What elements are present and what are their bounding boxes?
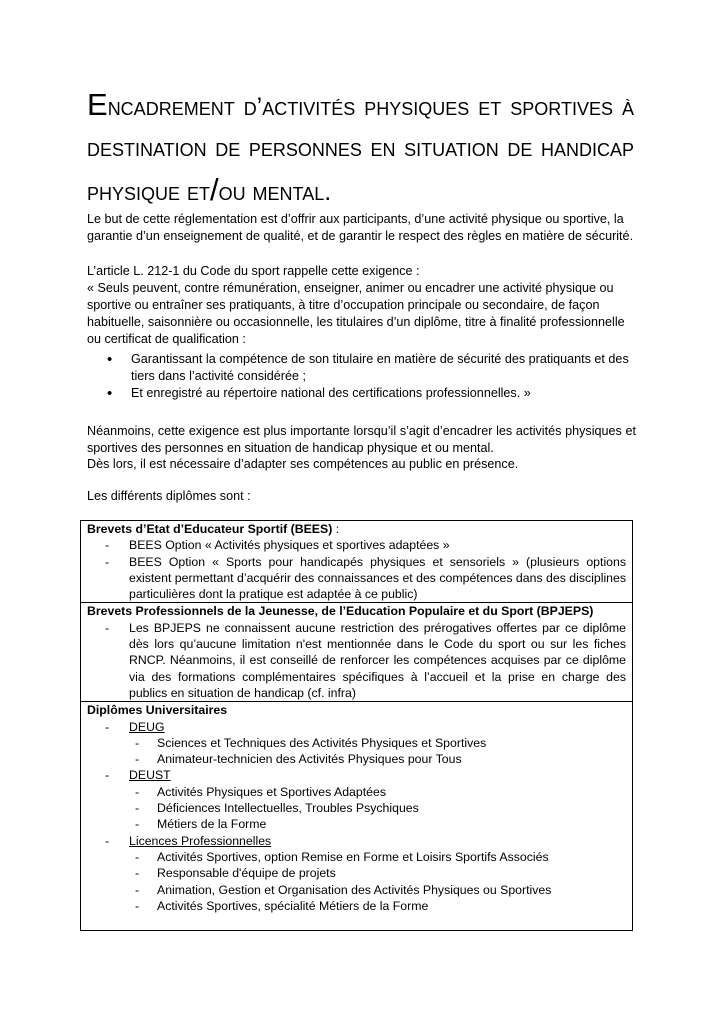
- deust-group: [87, 767, 626, 832]
- title-text-end: ou mental.: [218, 178, 332, 206]
- licences-list: [129, 849, 626, 914]
- list-item: - Activités Sportives, option Remise en Forme et Loisirs Sportifs Associés: [129, 849, 626, 865]
- list-item: - Animateur-technicien des Activités Physiques pour Tous: [129, 751, 626, 767]
- diplomas-table: [80, 520, 633, 931]
- therefore-paragraph: Dès lors, il est nécessaire d’adapter ses compétences au public en présence.: [87, 457, 519, 471]
- quote-bullet: • Garantissant la compétence de son titulaire en matière de sécurité des pratiquants et des tiers dans l’activité considérée ;: [87, 351, 636, 385]
- licences-group: [87, 833, 626, 914]
- list-item: - BEES Option « Sports pour handicapés physiques et sensoriels » (plusieurs options existent permettant d’acquérir des connaissances et des compétences dans des disciplines particulières dont la pratique est adaptée à ce public): [87, 554, 626, 603]
- list-item: - Métiers de la Forme: [129, 816, 626, 832]
- quote-bullet: • Et enregistré au répertoire national des certifications professionnelles. »: [87, 385, 636, 402]
- list-item: - Activités Physiques et Sportives Adaptées: [129, 784, 626, 800]
- nevertheless-paragraph: Néanmoins, cette exigence est plus importante lorsqu’il s’agit d’encadrer les activités physiques et sportives des personnes en situation de handicap physique et ou mental.: [87, 424, 636, 455]
- bees-title-suffix: :: [332, 522, 340, 536]
- university-title: Diplômes Universitaires: [87, 703, 228, 718]
- list-item: - Animation, Gestion et Organisation des Activités Physiques ou Sportives: [129, 882, 626, 898]
- bpjeps-title: Brevets Professionnels de la Jeunesse, de l’Education Populaire et du Sport (BPJEPS): [87, 604, 594, 619]
- deug-group: [87, 719, 626, 768]
- bees-title: Brevets d’Etat d’Educateur Sportif (BEES): [87, 522, 333, 536]
- list-item: - Activités Sportives, spécialité Métiers de la Forme: [129, 898, 626, 914]
- list-item: - BEES Option « Activités physiques et sportives adaptées »: [87, 537, 626, 553]
- deust-list: [129, 784, 626, 833]
- bpjeps-section: [81, 602, 632, 701]
- article-reference: L’article L. 212-1 du Code du sport rappelle cette exigence :: [87, 264, 420, 278]
- deug-label: DEUG: [129, 719, 165, 734]
- list-item: - Les BPJEPS ne connaissent aucune restriction des prérogatives offertes par ce diplôme dès lors qu’aucune limitation n'est mentionnée dans le Code du sport ou sur les fiches RNCP. Néanmoins, il est conseillé de renforcer les compétences acquises par ce diplôme via des formations complémentaires spécifiques à l’accueil et la prise en charge des publics en situation de handicap (cf. infra): [87, 620, 626, 701]
- document-title: [87, 84, 634, 213]
- title-initial: E: [87, 87, 108, 122]
- deust-label: DEUST: [129, 768, 171, 783]
- quote-bullet-list: [87, 351, 636, 402]
- bees-heading: [87, 521, 626, 537]
- list-item: - Déficiences Intellectuelles, Troubles Psychiques: [129, 800, 626, 816]
- title-slash: /: [209, 172, 219, 207]
- list-item: - Sciences et Techniques des Activités Physiques et Sportives: [129, 735, 626, 751]
- list-item: - Responsable d'équipe de projets: [129, 865, 626, 881]
- title-text: ncadrement d’activités physiques et sportives à destination de personnes en situation de handicap physique et: [87, 93, 634, 206]
- intro-paragraph: Le but de cette réglementation est d’offrir aux participants, d’une activité physique ou sportive, la garantie d’un enseignement de qualité, et de garantir le respect des règles en matière de sécurité.: [87, 212, 634, 243]
- diplomas-intro: Les différents diplômes sont :: [87, 489, 251, 503]
- university-list: [87, 719, 626, 915]
- article-quote: « Seuls peuvent, contre rémunération, enseigner, animer ou encadrer une activité physique ou sportive ou entraîner ses pratiquants, à titre d’occupation principale ou secondaire, de façon habituelle, saisonnière ou occasionnelle, les titulaires d’un diplôme, titre à finalité professionnelle ou certificat de qualification :: [87, 281, 625, 346]
- university-section: [81, 701, 632, 930]
- bees-list: [87, 537, 626, 602]
- bpjeps-list: [87, 620, 626, 701]
- deug-list: [129, 735, 626, 768]
- bees-section: [81, 521, 632, 602]
- licences-label: Licences Professionnelles: [129, 833, 272, 848]
